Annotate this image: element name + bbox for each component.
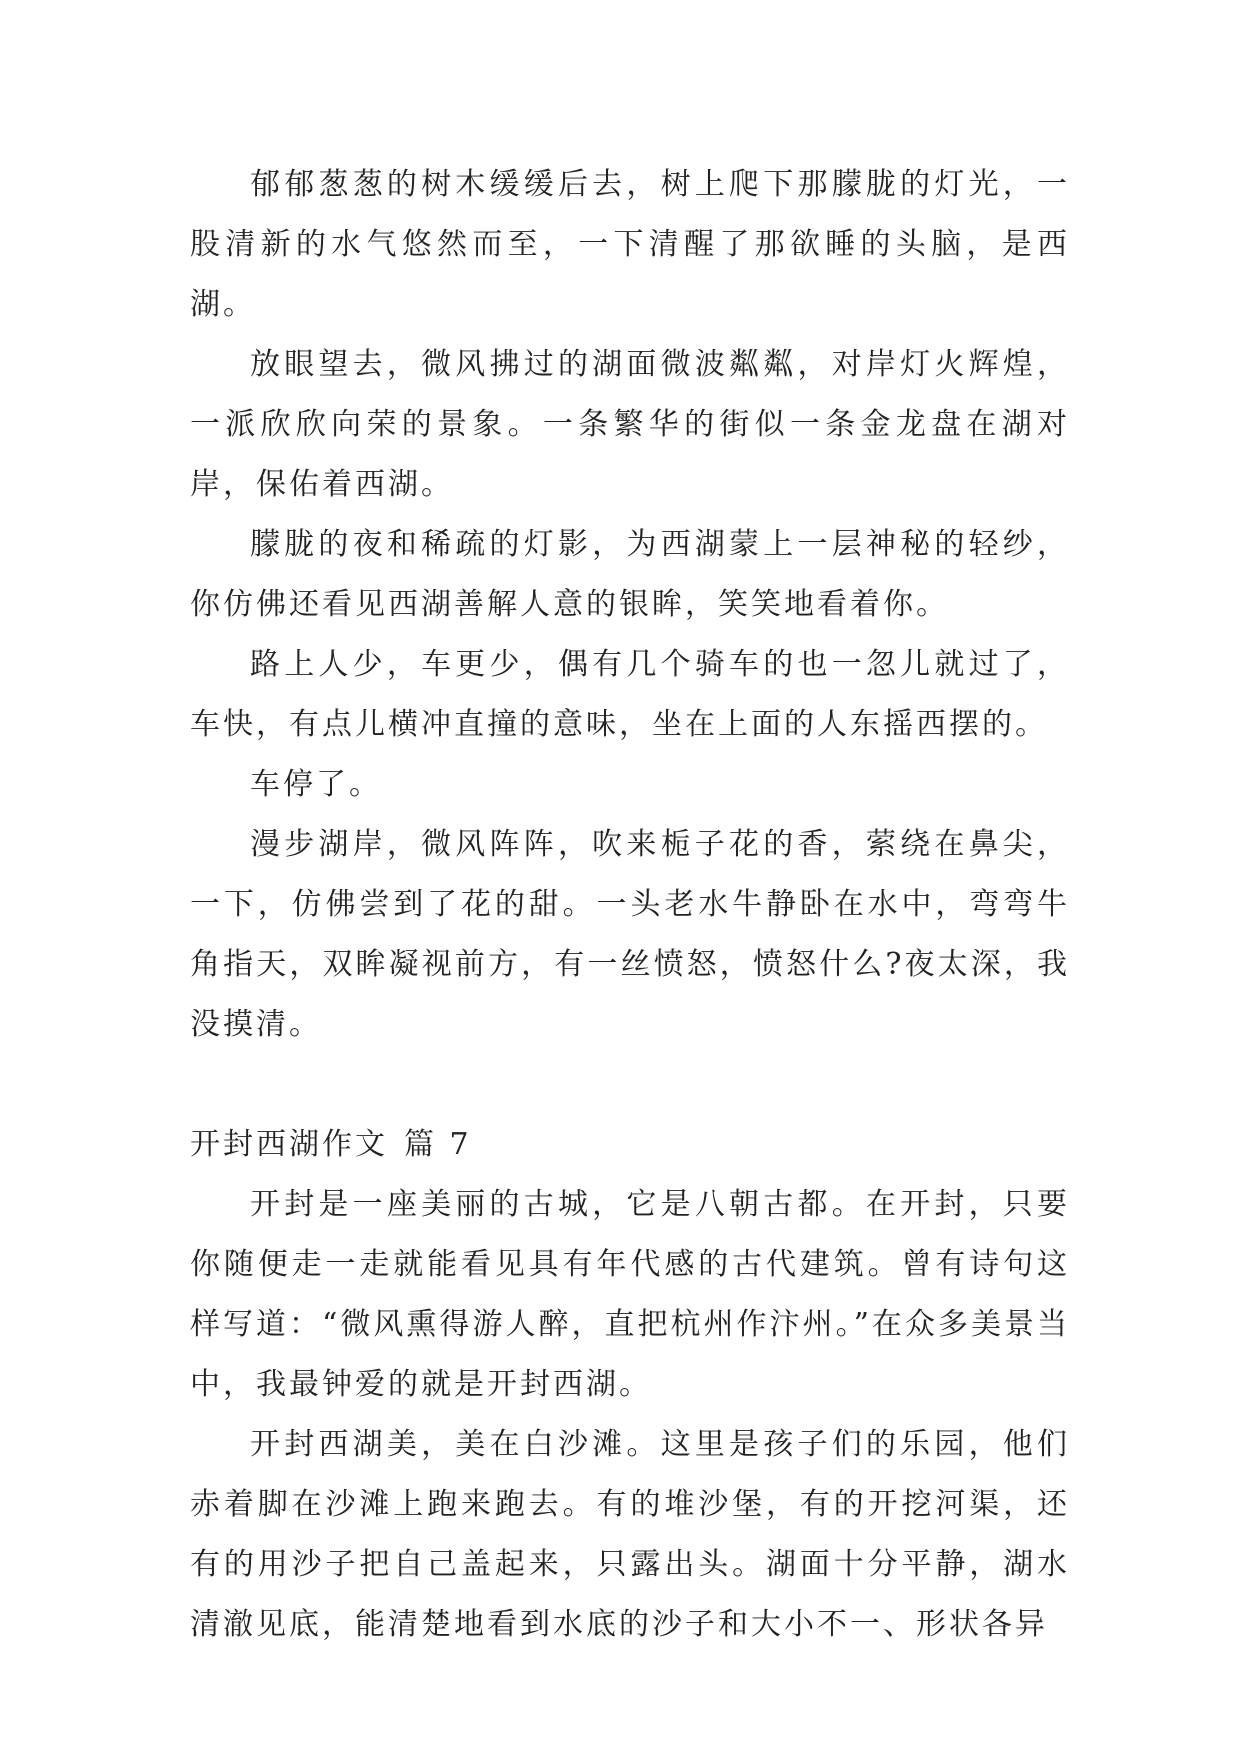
paragraph: 开封西湖美，美在白沙滩。这里是孩子们的乐园，他们赤着脚在沙滩上跑来跑去。有的堆沙堡，有的开挖河渠，还有的用沙子把自己盖起来，只露出头。湖面十分平静，湖水清澈见底，能清楚地看到水底的沙子和大小不一、形状各异 bbox=[190, 1427, 1070, 1642]
paragraph: 车停了。 bbox=[250, 767, 382, 802]
section-title: 开封西湖作文 bbox=[190, 1127, 388, 1162]
paragraph: 漫步湖岸，微风阵阵，吹来栀子花的香，萦绕在鼻尖，一下，仿佛尝到了花的甜。一头老水牛静卧在水中，弯弯牛角指天，双眸凝视前方，有一丝愤怒，愤怒什么?夜太深，我没摸清。 bbox=[190, 827, 1070, 1042]
paragraph: 开封是一座美丽的古城，它是八朝古都。在开封，只要你随便走一走就能看见具有年代感的古代建筑。曾有诗句这样写道：“微风熏得游人醉，直把杭州作汴州。”在众多美景当中，我最钟爱的就是开封西湖。 bbox=[190, 1187, 1070, 1402]
section-number: 篇 7 bbox=[404, 1127, 472, 1162]
document-body bbox=[190, 155, 1070, 1655]
paragraph: 路上人少，车更少，偶有几个骑车的也一忽儿就过了，车快，有点儿横冲直撞的意味，坐在上面的人东摇西摆的。 bbox=[190, 647, 1070, 742]
paragraph: 朦胧的夜和稀疏的灯影，为西湖蒙上一层神秘的轻纱，你仿佛还看见西湖善解人意的银眸，笑笑地看着你。 bbox=[190, 527, 1070, 622]
paragraph: 放眼望去，微风拂过的湖面微波粼粼，对岸灯火辉煌，一派欣欣向荣的景象。一条繁华的街似一条金龙盘在湖对岸，保佑着西湖。 bbox=[190, 347, 1070, 502]
section-heading bbox=[190, 1115, 1070, 1175]
paragraph: 郁郁葱葱的树木缓缓后去，树上爬下那朦胧的灯光，一股清新的水气悠然而至，一下清醒了那欲睡的头脑，是西湖。 bbox=[190, 167, 1070, 322]
